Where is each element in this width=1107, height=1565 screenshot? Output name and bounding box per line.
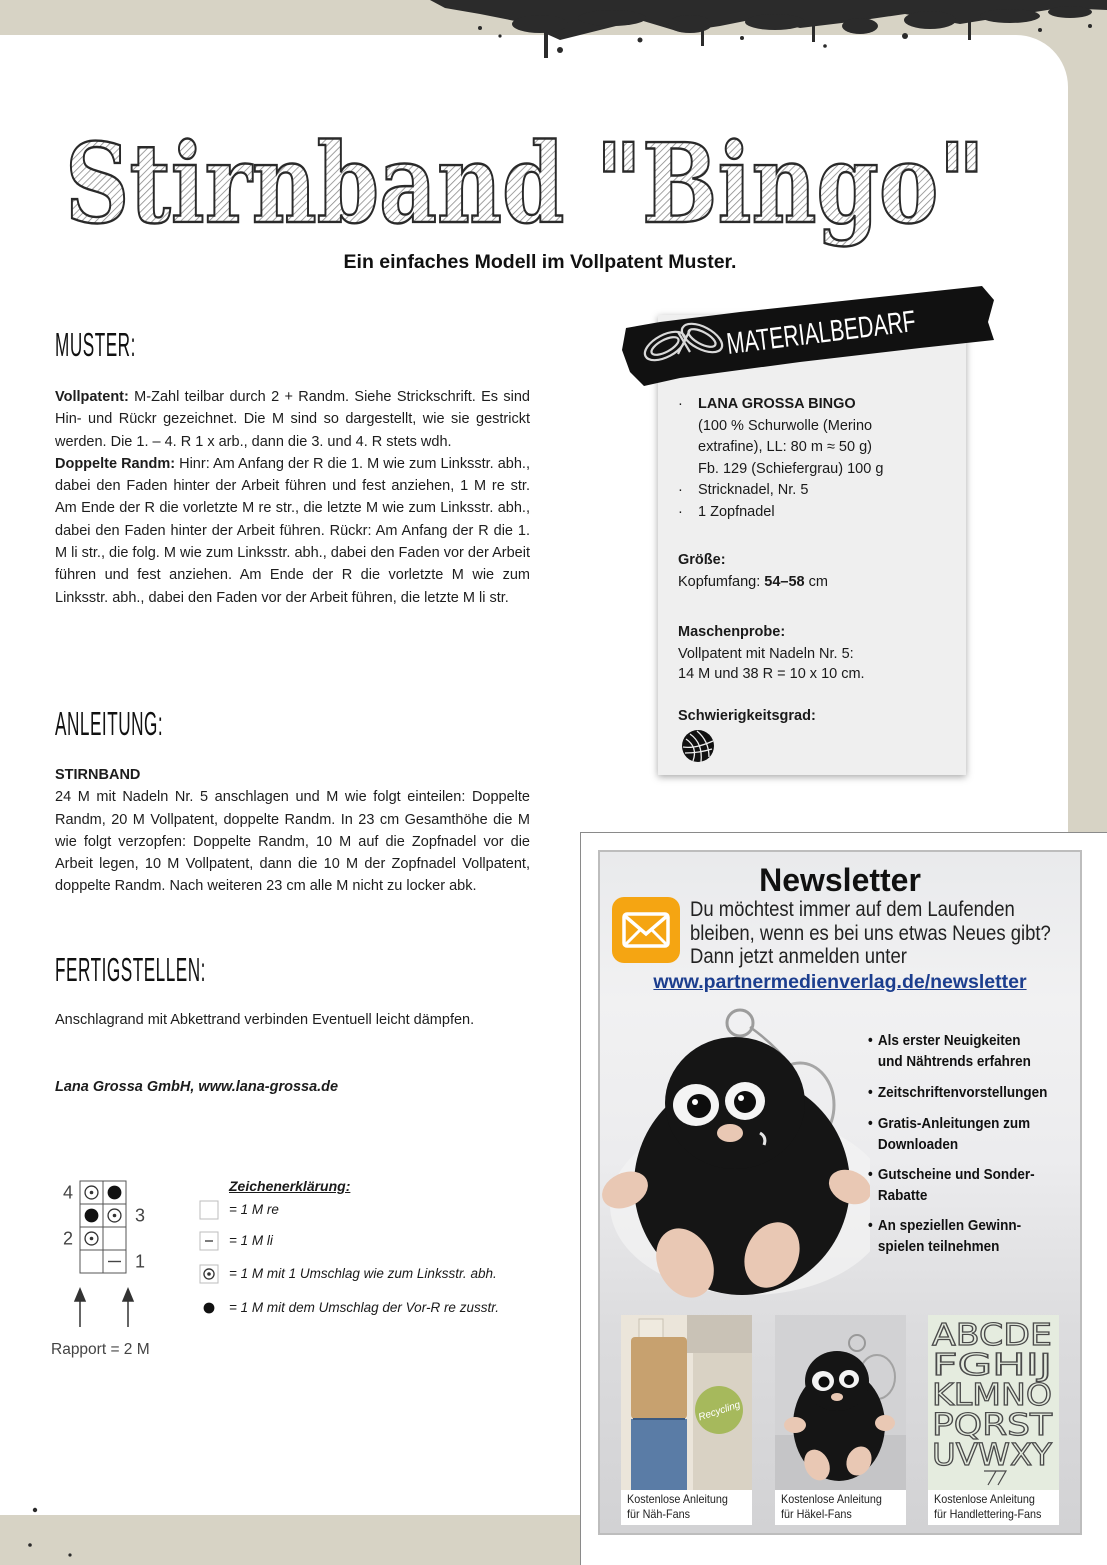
size-unit: cm	[804, 573, 828, 590]
legend-text: = 1 M re	[229, 1202, 279, 1217]
caption-line: für Handlettering-Fans	[934, 1507, 1042, 1521]
bullet: •	[868, 1084, 873, 1101]
thumbnail-caption	[934, 1492, 1060, 1522]
muster-text	[55, 386, 530, 609]
thumbnail-caption	[627, 1492, 753, 1522]
chart-row-number: 1	[134, 1251, 146, 1272]
legend-symbol	[198, 1264, 220, 1284]
page-title-text: Stirnband "Bingo"	[65, 119, 986, 248]
benefit-text: Gutscheine und Sonder-	[877, 1166, 1035, 1183]
credit-line: Lana Grossa GmbH, www.lana-grossa.de	[55, 1079, 339, 1095]
bullet: •	[868, 1217, 873, 1234]
materials-heading: MATERIALBEDARF	[724, 295, 997, 361]
ink-splatter-decoration	[0, 0, 1107, 80]
vollpatent-text: M-Zahl teilbar durch 2 + Randm. Siehe Strickschrift. Es sind Hin- und Rückr gezeichnet. Die M sind so dargestellt, wie sie gestrickt werden. Die 1. – 4. R 1 x arb., dann die 3. und 4. R stets wdh.	[55, 389, 530, 450]
difficulty-group	[678, 706, 958, 728]
bullet: ·	[678, 396, 683, 412]
benefit-item	[868, 1031, 1062, 1072]
legend-item	[198, 1231, 558, 1251]
vollpatent-label: Vollpatent:	[55, 389, 129, 405]
newsletter-intro	[690, 898, 1051, 969]
knit-together-symbol-icon	[204, 1303, 215, 1314]
anleitung-paragraph: 24 M mit Nadeln Nr. 5 anschlagen und M wie folgt einteilen: Doppelte Randm, 20 M Vollpatent, doppelte Randm. In 23 cm Gesamthöhe die M wie folgt verzopfen: Doppelte Randm, 10 M auf die Zopfnadel vor die Arbeit legen, 10 M Vollpatent, dann die 10 M der Zopfnadel Vollpatent, doppelte Randm. Nach weiteren 23 cm alle M nicht zu locker abk.	[55, 789, 530, 895]
thumbnail-sewing[interactable]	[621, 1315, 752, 1525]
chart-row-number: 2	[62, 1228, 74, 1249]
size-label: Größe:	[678, 552, 726, 568]
thumbnail-caption	[781, 1492, 907, 1522]
yarn-detail: (100 % Schurwolle (Merino	[698, 417, 873, 434]
newsletter-intro-line: Dann jetzt anmelden unter	[690, 944, 907, 968]
page-title	[55, 120, 1000, 260]
newsletter-intro-line: bleiben, wenn es bei uns etwas Neues gibt?	[690, 920, 1051, 945]
caption-line: für Häkel-Fans	[781, 1507, 852, 1521]
newsletter-link[interactable]: www.partnermedienverlag.de/newsletter	[653, 971, 1027, 993]
randm-paragraph	[55, 453, 530, 609]
newsletter-intro-line: Du möchtest immer auf dem Laufenden	[690, 897, 1015, 921]
size-prefix: Kopfumfang:	[678, 573, 765, 590]
chart-row-number: 3	[134, 1205, 146, 1226]
benefit-item	[868, 1114, 1062, 1155]
arrow-head-icon	[75, 1289, 85, 1301]
caption-line: Kostenlose Anleitung	[934, 1492, 1035, 1506]
section-heading-muster: MUSTER:	[55, 326, 136, 363]
mail-icon	[612, 897, 680, 963]
randm-label: Doppelte Randm:	[55, 455, 176, 472]
arrow-head-icon	[123, 1289, 133, 1301]
anleitung-subheading: STIRNBAND	[55, 767, 141, 783]
caption-line: für Näh-Fans	[627, 1507, 691, 1521]
ink-specks-decoration	[0, 1495, 120, 1565]
needle-text: Stricknadel, Nr. 5	[698, 482, 809, 498]
legend-title: Zeichenerklärung:	[229, 1178, 351, 1194]
fertigstellen-text	[55, 1009, 530, 1031]
bullet: •	[868, 1032, 873, 1049]
legend-symbol	[198, 1231, 220, 1251]
section-heading-fertigstellen: FERTIGSTELLEN:	[55, 951, 206, 988]
materials-item-needle	[678, 480, 958, 502]
size-value: 54–58	[764, 573, 805, 590]
rapport-label: Rapport = 2 M	[51, 1341, 150, 1358]
yarn-name: LANA GROSSA BINGO	[698, 396, 856, 412]
materials-item-yarn	[678, 394, 958, 416]
bullet: •	[868, 1166, 873, 1183]
bullet: ·	[678, 503, 683, 520]
caption-line: Kostenlose Anleitung	[627, 1492, 728, 1506]
thumbnail-crochet[interactable]	[775, 1315, 906, 1525]
legend-text: = 1 M li	[229, 1233, 273, 1248]
yarn-ball-icon	[681, 729, 715, 763]
chart-legend	[198, 1176, 558, 1326]
lettering-row: ABCDE	[932, 1318, 1052, 1353]
legend-text: = 1 M mit 1 Umschlag wie zum Linksstr. abh.	[229, 1266, 497, 1281]
legend-item	[198, 1200, 558, 1220]
benefit-item	[868, 1216, 1062, 1257]
yarn-detail: extrafine), LL: 80 m ≈ 50 g)	[698, 439, 872, 455]
materials-list	[678, 394, 958, 523]
benefit-item	[868, 1083, 1062, 1104]
newsletter-title: Newsletter	[759, 862, 921, 898]
benefit-item	[868, 1165, 1062, 1206]
fertigstellen-paragraph: Anschlagrand mit Abkettrand verbinden Eventuell leicht dämpfen.	[55, 1012, 475, 1028]
lettering-row: KLMNO	[932, 1378, 1052, 1413]
gauge-group	[678, 622, 958, 685]
gauge-label: Maschenprobe:	[678, 624, 786, 640]
gauge-line: 14 M und 38 R = 10 x 10 cm.	[678, 666, 865, 682]
lettering-row: PQRST	[932, 1408, 1053, 1443]
chart-cell	[103, 1227, 126, 1250]
crochet-photo	[775, 1315, 906, 1490]
bullet: ·	[678, 482, 683, 498]
size-value-line	[678, 572, 958, 594]
benefit-text: Rabatte	[877, 1186, 928, 1204]
section-heading-anleitung: ANLEITUNG:	[55, 705, 164, 742]
materials-item-cable-needle	[678, 502, 958, 524]
randm-text: Hinr: Am Anfang der R die 1. M wie zum Linksstr. abh., dabei den Faden hinter der Arbeit führen und fest anziehen, 1 M re str. Am Ende der R die vorletzte M re str., die letzte M wie zum Linksstr. abh., dabei den Faden hinter der Arbeit führen. Rückr: Am Anfang der R die 1. M li str., die folg. M wie zum Linksstr. abh., dabei den Faden vor der Arbeit führen und fest anziehen. Am Ende der R die vorletzte M wie zum Linksstr. abh., dabei den Faden vor der Arbeit führen, die letzte M li str.	[55, 455, 530, 606]
rapport-arrows	[75, 1289, 133, 1327]
vollpatent-paragraph	[55, 386, 530, 453]
cable-needle-text: 1 Zopfnadel	[698, 503, 775, 520]
anleitung-text	[55, 764, 530, 898]
lettering-photo	[928, 1315, 1059, 1490]
chart-cell	[80, 1250, 103, 1273]
benefit-text: und Nähtrends erfahren	[877, 1052, 1031, 1070]
sewing-photo	[621, 1315, 752, 1490]
benefit-text: Gratis-Anleitungen zum	[877, 1115, 1031, 1132]
legend-symbol	[198, 1200, 220, 1220]
knit-together-symbol-icon	[85, 1209, 99, 1223]
knit-together-symbol-icon	[108, 1186, 122, 1200]
legend-symbol	[198, 1298, 220, 1318]
benefit-text: Downloaden	[877, 1135, 959, 1153]
legend-item	[198, 1298, 558, 1318]
lettering-row: FGHIJ	[932, 1348, 1052, 1383]
size-group	[678, 550, 958, 593]
thumbnail-lettering[interactable]	[928, 1315, 1059, 1525]
lettering-row: UVWXY	[932, 1438, 1053, 1473]
crocheted-mole-photo	[600, 1005, 870, 1310]
yarn-detail: Fb. 129 (Schiefergrau) 100 g	[698, 460, 884, 477]
materials-banner	[620, 280, 1000, 392]
benefit-text: Zeitschriftenvorstellungen	[877, 1084, 1048, 1101]
benefit-text: An speziellen Gewinn-	[877, 1217, 1022, 1234]
difficulty-label: Schwierigkeitsgrad:	[678, 708, 816, 724]
benefit-text: spielen teilnehmen	[877, 1237, 1000, 1255]
gauge-line: Vollpatent mit Nadeln Nr. 5:	[678, 645, 854, 662]
difficulty-rating	[681, 729, 801, 763]
recycling-badge: Recycling	[697, 1399, 742, 1424]
benefit-text: Als erster Neuigkeiten	[877, 1032, 1021, 1049]
chart-grid	[80, 1181, 126, 1273]
legend-item	[198, 1264, 558, 1284]
page-subtitle: Ein einfaches Modell im Vollpatent Muster.	[343, 251, 737, 273]
chart-row-number: 4	[62, 1182, 74, 1203]
caption-line: Kostenlose Anleitung	[781, 1492, 882, 1506]
legend-text: = 1 M mit dem Umschlag der Vor-R re zusstr.	[229, 1300, 499, 1315]
bullet: •	[868, 1115, 873, 1132]
knitting-chart	[45, 1175, 175, 1365]
